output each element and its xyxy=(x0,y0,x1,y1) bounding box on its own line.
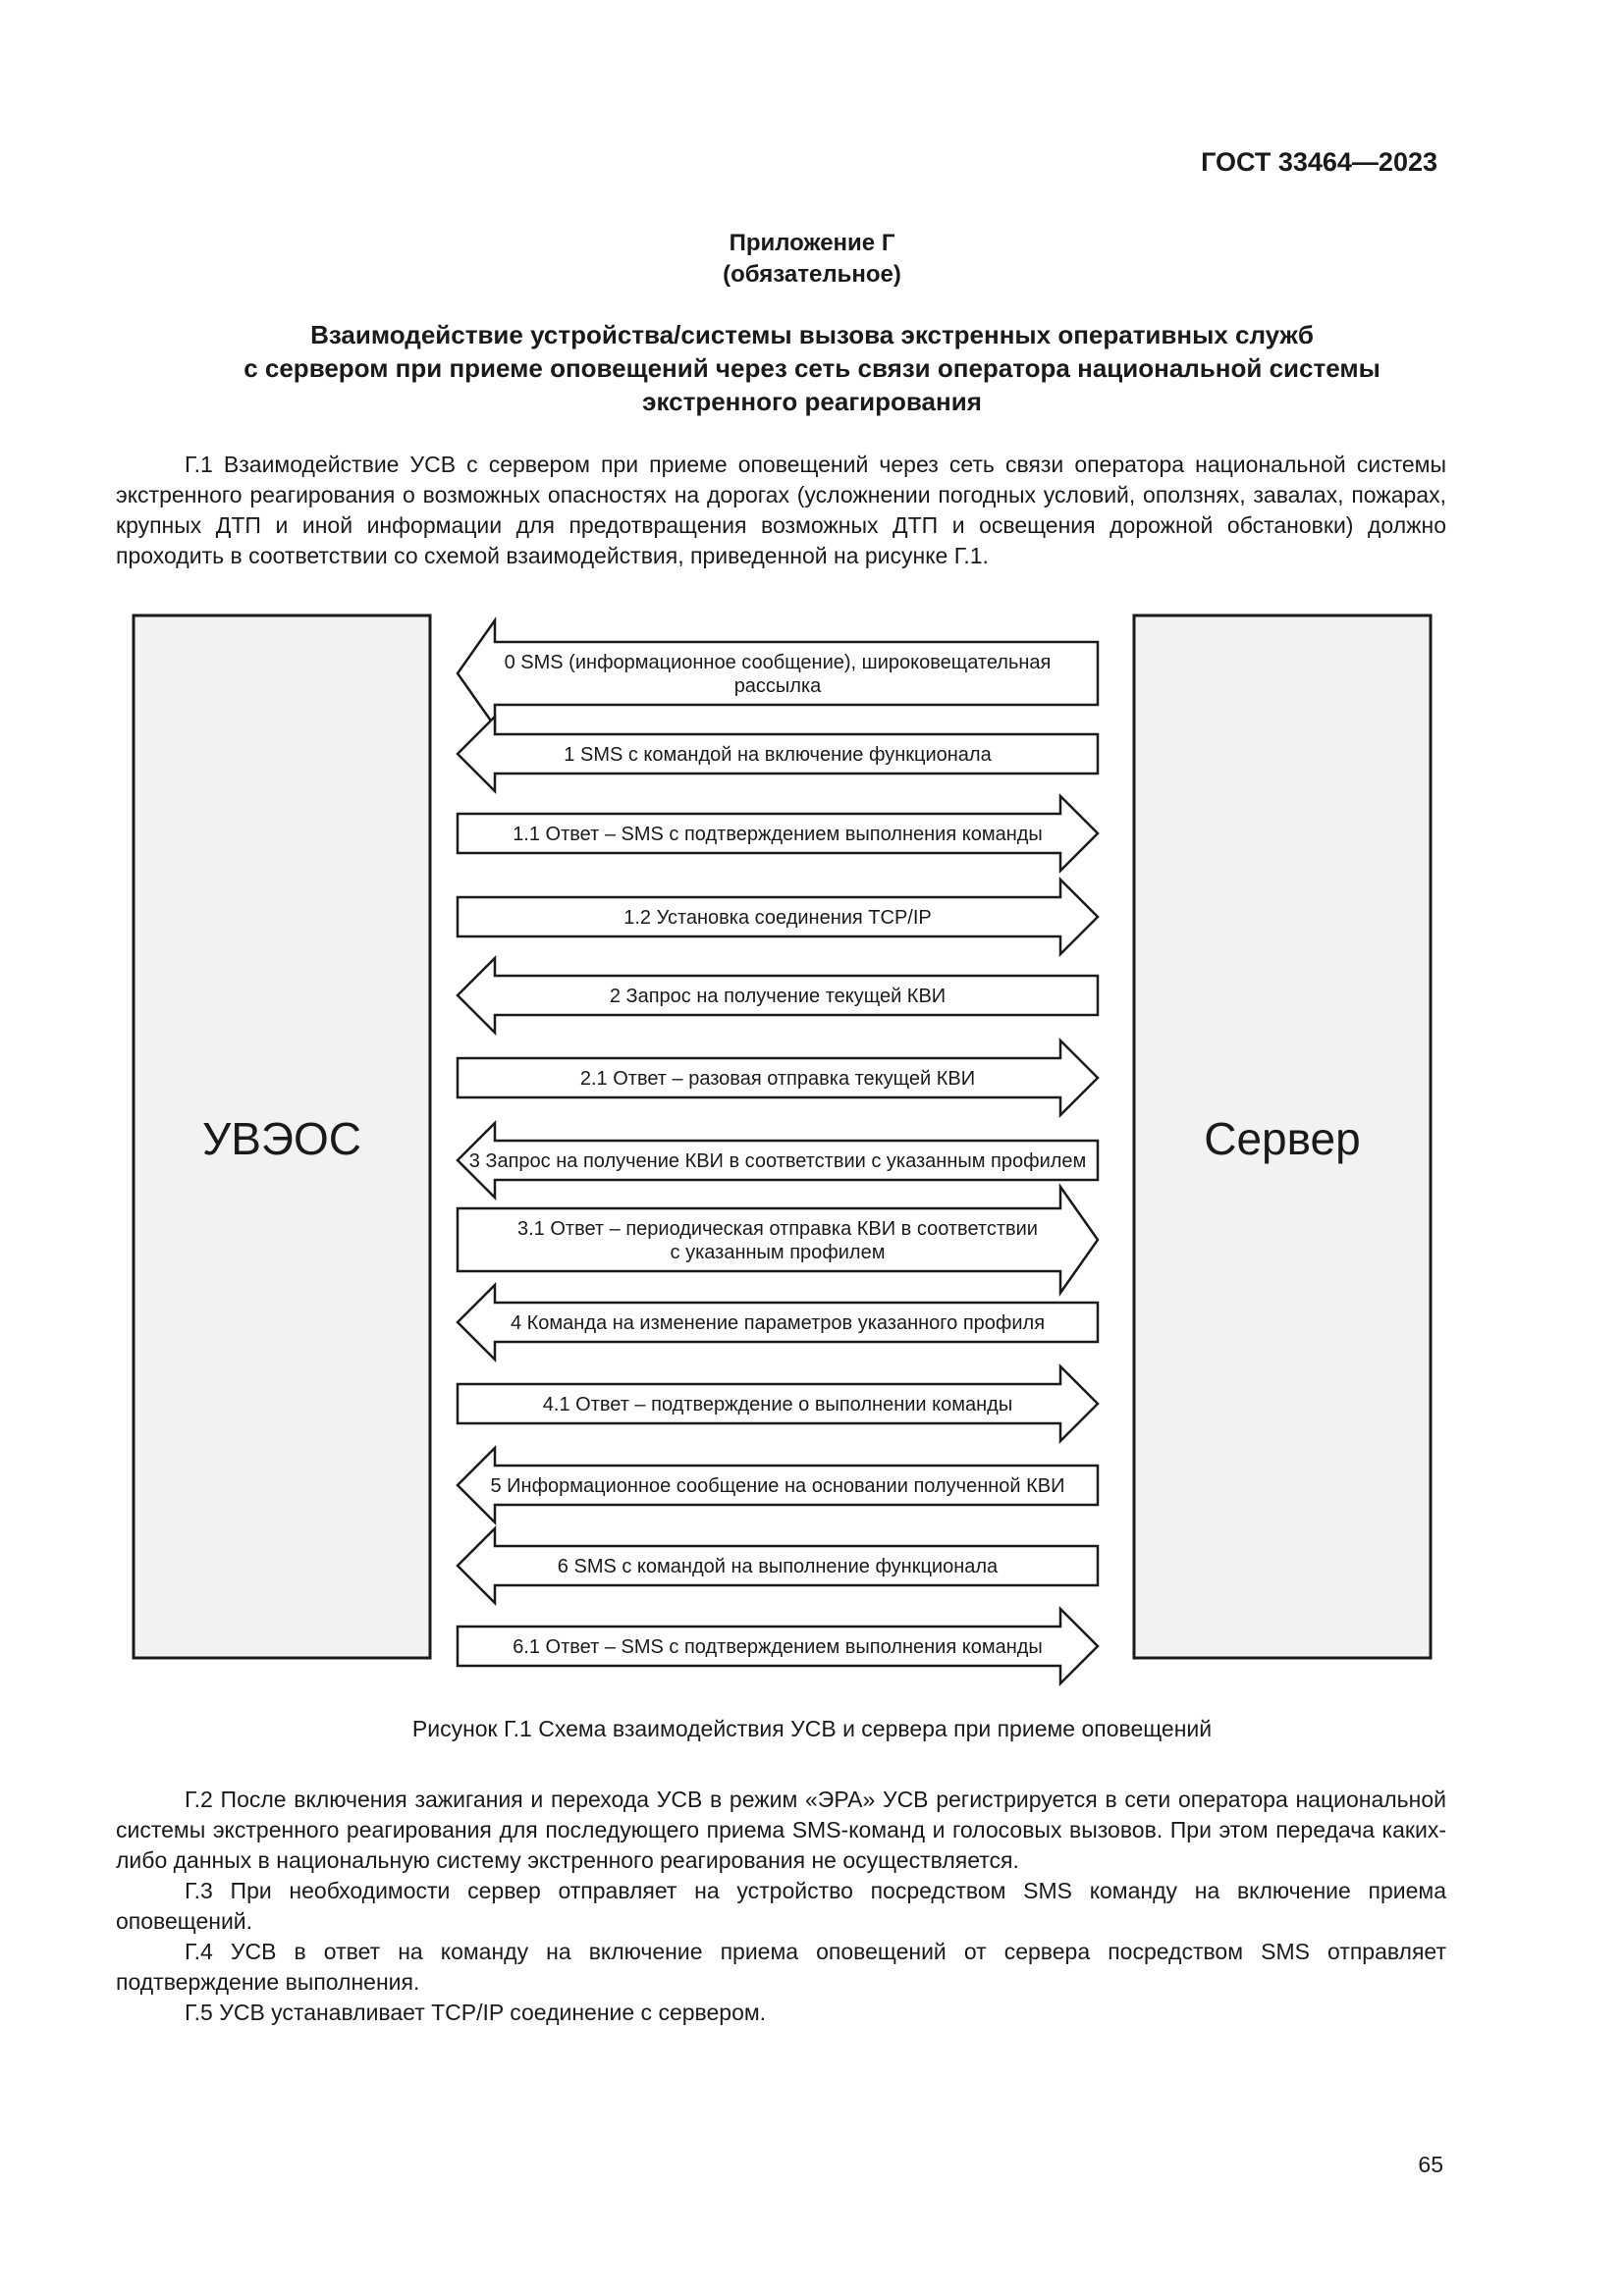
arrow-left xyxy=(458,1528,1098,1603)
intro-paragraph: Г.1 Взаимодействие УСВ с сервером при приеме оповещений через сеть связи оператора национальной системы экстренного реагирования о возможных опасностях на дорогах (усложнении погодных условий, оползнях, завалах, пожарах, крупных ДТП и иной информации для предотвращения возможных ДТП и освещения дорожной обстановки) должно проходить в соответствии со схемой взаимодействия, приведенной на рисунке Г.1. xyxy=(116,452,1446,568)
arrow-right xyxy=(458,1609,1098,1683)
title-line: с сервером при приеме оповещений через сеть связи оператора национальной системы xyxy=(244,353,1380,383)
arrow-left xyxy=(458,1285,1098,1360)
arrow-label: рассылка xyxy=(733,675,822,697)
arrow-left xyxy=(458,958,1098,1033)
document-code: ГОСТ 33464—2023 xyxy=(1201,147,1437,177)
title-line: Взаимодействие устройства/системы вызова экстренных оперативных служб xyxy=(310,320,1314,349)
arrow-label: 5 Информационное сообщение на основании полученной КВИ xyxy=(490,1475,1065,1497)
arrow-label: 3.1 Ответ – периодическая отправка КВИ в соответствии xyxy=(517,1218,1038,1240)
arrow-right xyxy=(458,1041,1098,1115)
arrows-layer xyxy=(458,620,1098,1683)
figure-caption: Рисунок Г.1 Схема взаимодействия УСВ и сервера при приеме оповещений xyxy=(411,1716,1213,1741)
arrow-left xyxy=(458,717,1098,791)
appendix-status: (обязательное) xyxy=(723,261,901,288)
server-label: Сервер xyxy=(1204,1113,1361,1164)
arrow-left xyxy=(458,1448,1098,1522)
arrow-label: 4.1 Ответ – подтверждение о выполнении команды xyxy=(542,1394,1013,1415)
arrow-shape xyxy=(458,1187,1098,1293)
arrow-label: 4 Команда на изменение параметров указанного профиля xyxy=(510,1312,1046,1334)
arrow-right xyxy=(458,880,1098,954)
arrow-label: 2 Запрос на получение текущей КВИ xyxy=(609,986,947,1007)
appendix-name: Приложение Г xyxy=(729,230,895,256)
arrow-left xyxy=(458,620,1098,726)
arrow-label: 1.2 Установка соединения TCP/IP xyxy=(623,907,932,929)
arrow-label: 0 SMS (информационное сообщение), широковещательная xyxy=(504,652,1052,673)
arrow-label: 2.1 Ответ – разовая отправка текущей КВИ xyxy=(579,1068,976,1090)
arrow-shape xyxy=(458,620,1098,726)
paragraph-g4: Г.4 УСВ в ответ на команду на включение приема оповещений от сервера посредством SMS отправляет подтверждение выполнения. xyxy=(116,1939,1446,1995)
arrow-label: 6 SMS с командой на выполнение функционала xyxy=(557,1556,999,1577)
arrow-right xyxy=(458,796,1098,871)
uveos-label: УВЭОС xyxy=(202,1113,361,1164)
arrow-label: 1.1 Ответ – SMS с подтверждением выполнения команды xyxy=(513,824,1043,845)
arrow-left xyxy=(458,1123,1098,1198)
arrow-label: 6.1 Ответ – SMS с подтверждением выполнения команды xyxy=(513,1636,1043,1658)
arrow-right xyxy=(458,1187,1098,1293)
arrow-label: с указанным профилем xyxy=(670,1242,886,1263)
paragraph-g5: Г.5 УСВ устанавливает TCP/IP соединение с сервером. xyxy=(185,2000,767,2025)
arrow-label: 1 SMS с командой на включение функционала xyxy=(564,744,992,766)
title-line: экстренного реагирования xyxy=(642,387,982,416)
paragraph-g3: Г.3 При необходимости сервер отправляет на устройство посредством SMS команду на включение приема оповещений. xyxy=(116,1878,1446,1934)
arrow-label: 3 Запрос на получение КВИ в соответствии с указанным профилем xyxy=(468,1150,1087,1172)
arrow-right xyxy=(458,1366,1098,1441)
page-number: 65 xyxy=(1418,2152,1443,2177)
paragraph-g2: Г.2 После включения зажигания и перехода УСВ в режим «ЭРА» УСВ регистрируется в сети оператора национальной системы экстренного реагирования для последующего приема SMS-команд и голосовых вызовов. При этом передача каких-либо данных в национальную систему экстренного реагирования не осуществляется. xyxy=(116,1787,1446,1873)
